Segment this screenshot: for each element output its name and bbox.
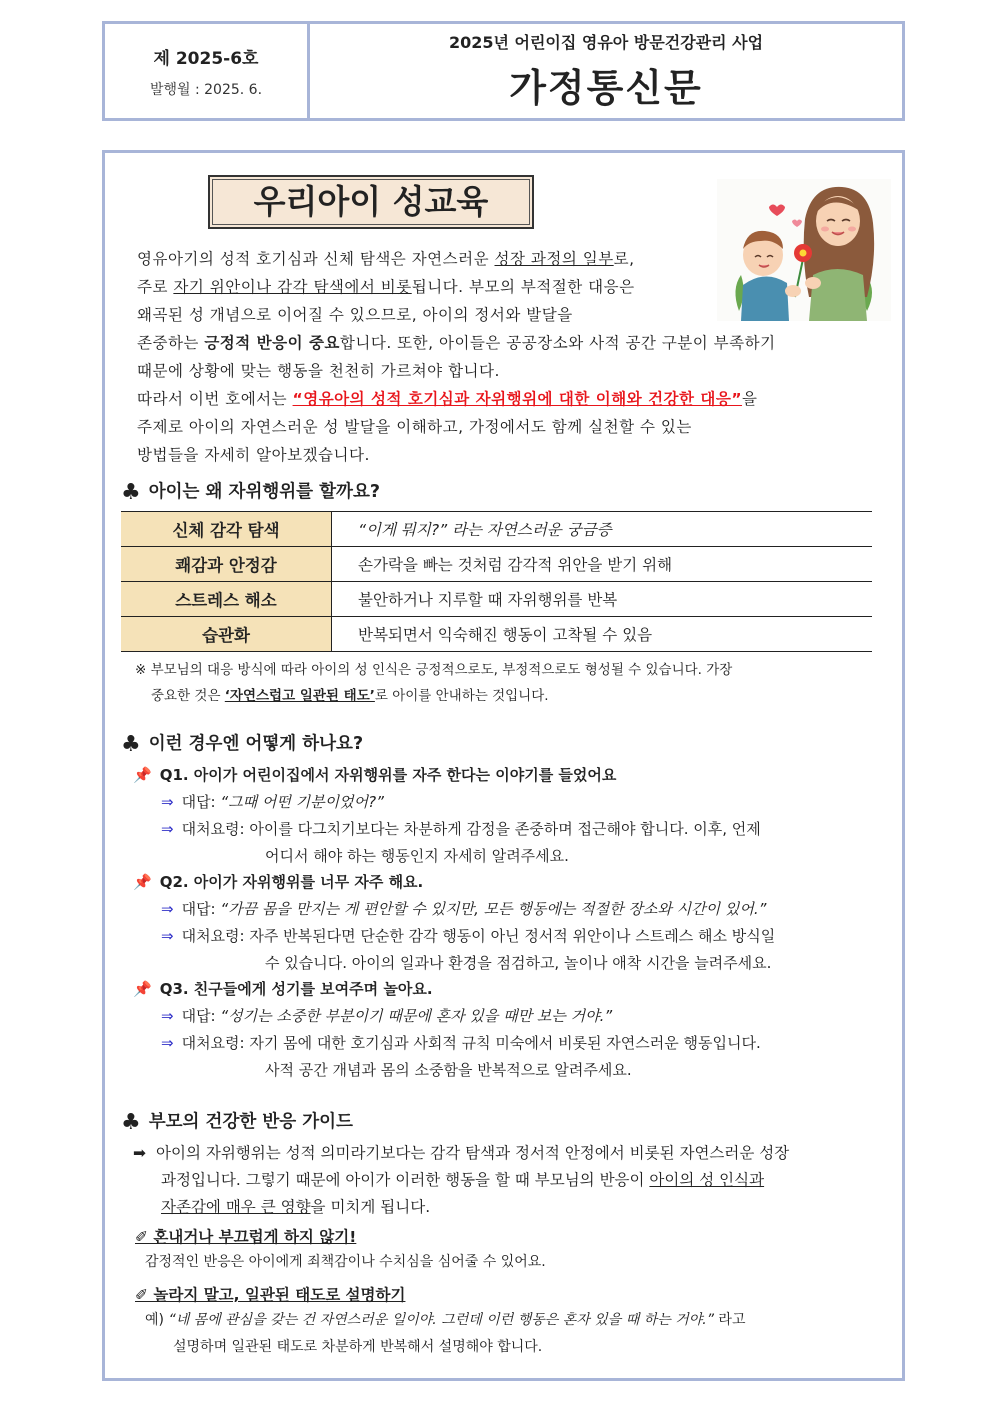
table-value: “이게 뭐지?” 라는 자연스러운 궁금증: [332, 512, 873, 547]
question-text: Q3. 친구들에게 성기를 보여주며 놀아요.: [159, 980, 433, 998]
intro-bold: 긍정적 반응이 중요: [204, 334, 340, 352]
intro-topic-highlight: “영유아의 성적 호기심과 자위행위에 대한 이해와 건강한 대응”: [292, 390, 743, 408]
topic-title: 우리아이 성교육: [253, 182, 489, 221]
check-item-1: ✐ 혼내거나 부끄럽게 하지 않기!: [135, 1228, 357, 1246]
intro-line: 왜곡된 성 개념으로 이어질 수 있으므로, 아이의 정서와 발달을: [137, 306, 573, 324]
table-key: 쾌감과 안정감: [121, 547, 332, 582]
section-heading-cases: [121, 730, 363, 757]
intro-underline: 성장 과정의 일부: [494, 250, 614, 268]
guide-paragraph: [133, 1140, 789, 1221]
table-value: 불안하거나 지루할 때 자위행위를 반복: [332, 582, 873, 617]
answer-label: 대답:: [181, 793, 221, 811]
intro-underline: 자기 위안이나 감각 탐색에서 비롯: [173, 278, 412, 296]
guide-underline: 자존감에 매우 큰 영향: [161, 1198, 311, 1216]
program-name: 2025년 어린이집 영유아 방문건강관리 사업: [448, 33, 764, 52]
issue-box: [105, 24, 310, 118]
check-desc-text: 감정적인 반응은 아이에게 죄책감이나 수치심을 심어줄 수 있어요.: [145, 1254, 546, 1270]
action-text: 수 있습니다. 아이의 일과나 환경을 점검하고, 놀이나 애착 시간을 늘려주세요.: [265, 954, 772, 972]
example-text: 라고: [713, 1312, 746, 1328]
intro-text: 로,: [613, 250, 635, 268]
club-icon: ♣: [121, 732, 141, 757]
answer-label: 대답:: [181, 900, 221, 918]
check-desc-1: [145, 1249, 546, 1276]
example-quote: “네 몸에 관심을 갖는 건 자연스러운 일이야. 그런데 이런 행동은 혼자 있을 때 하는 거야.”: [168, 1312, 714, 1328]
table-key: 스트레스 해소: [121, 582, 332, 617]
arrow-icon: ⇒: [161, 1007, 174, 1025]
section-heading-text: 아이는 왜 자위행위를 할까요?: [148, 482, 381, 502]
section-heading-why: [121, 478, 380, 505]
table-row: [121, 547, 872, 582]
publication-date: 발행월 : 2025. 6.: [149, 81, 263, 98]
arrow-icon: ⇒: [161, 900, 174, 918]
intro-text: 주로: [137, 278, 174, 296]
table-row: [121, 582, 872, 617]
action-text: 자기 몸에 대한 호기심과 사회적 규칙 미숙에서 비롯된 자연스러운 행동입니다.: [249, 1034, 761, 1052]
action-text: 아이를 다그치기보다는 차분하게 감정을 존중하며 접근해야 합니다. 이후, 언제: [249, 820, 761, 838]
answer-text: “그때 어떤 기분이었어?”: [220, 793, 384, 811]
section-heading-text: 부모의 건강한 반응 가이드: [148, 1112, 353, 1132]
guide-text: 아이의 자위행위는 성적 의미라기보다는 감각 탐색과 정서적 안정에서 비롯된 자연스러운 성장: [156, 1144, 790, 1162]
action-text: 자주 반복된다면 단순한 감각 행동이 아닌 정서적 위안이나 스트레스 해소 방식일: [249, 927, 776, 945]
table-key: 습관화: [121, 617, 332, 652]
guide-text: 을 미치게 됩니다.: [310, 1198, 431, 1216]
table-key: 신체 감각 탐색: [121, 512, 332, 547]
qa-block-2: [133, 869, 775, 977]
answer-text: “성기는 소중한 부분이기 때문에 혼자 있을 때만 보는 거야.”: [220, 1007, 613, 1025]
newsletter-header: [102, 21, 905, 121]
pushpin-icon: 📌: [133, 980, 152, 998]
example-text: 설명하며 일관된 태도로 차분하게 반복해서 설명해야 합니다.: [173, 1339, 543, 1355]
answer-text: “가끔 몸을 만지는 게 편안할 수 있지만, 모든 행동에는 적절한 장소와 시간이 있어.”: [220, 900, 767, 918]
guide-text: 과정입니다. 그렇기 때문에 아이가 이러한 행동을 할 때 부모님의 반응이: [161, 1171, 650, 1189]
question-text: Q2. 아이가 자위행위를 너무 자주 해요.: [159, 873, 424, 891]
main-content: [102, 150, 905, 1381]
answer-label: 대답:: [181, 1007, 221, 1025]
table-value: 반복되면서 익숙해진 행동이 고착될 수 있음: [332, 617, 873, 652]
intro-line: 방법들을 자세히 알아보겠습니다.: [137, 446, 370, 464]
intro-line: 주제로 아이의 자연스러운 성 발달을 이해하고, 가정에서도 함께 실천할 수 있는: [137, 418, 692, 436]
action-text: 사적 공간 개념과 몸의 소중함을 반복적으로 알려주세요.: [265, 1061, 632, 1079]
issue-number: 제 2025-6호: [153, 48, 259, 69]
table-row: [121, 617, 872, 652]
pushpin-icon: 📌: [133, 873, 152, 891]
section-heading-guide: [121, 1108, 353, 1135]
club-icon: ♣: [121, 1110, 141, 1135]
intro-line: 때문에 상황에 맞는 행동을 천천히 가르쳐야 합니다.: [137, 362, 500, 380]
note-emphasis: ‘자연스럽고 일관된 태도’: [224, 688, 375, 704]
note-text: 중요한 것은: [151, 688, 225, 704]
section-heading-text: 이런 경우엔 어떻게 하나요?: [148, 734, 364, 754]
action-text: 어디서 해야 하는 행동인지 자세히 알려주세요.: [265, 847, 569, 865]
intro-text: 존중하는: [137, 334, 205, 352]
check-item-2: ✐ 놀라지 말고, 일관된 태도로 설명하기: [135, 1286, 406, 1304]
guide-underline: 아이의 성 인식과: [649, 1171, 765, 1189]
action-label: 대처요령:: [181, 820, 250, 838]
intro-text: 합니다. 또한, 아이들은 공공장소와 사적 공간 구분이 부족하기: [339, 334, 776, 352]
intro-text: 영유아기의 성적 호기심과 신체 탐색은 자연스러운: [137, 250, 495, 268]
intro-text: 을: [742, 390, 758, 408]
arrow-icon: ⇒: [161, 1034, 174, 1052]
example-label: 예): [145, 1312, 169, 1328]
club-icon: ♣: [121, 480, 141, 505]
question-text: Q1. 아이가 어린이집에서 자위행위를 자주 한다는 이야기를 들었어요: [159, 766, 617, 784]
action-label: 대처요령:: [181, 927, 250, 945]
action-label: 대처요령:: [181, 1034, 250, 1052]
note-text: 로 아이를 안내하는 것입니다.: [374, 688, 549, 704]
intro-text: 따라서 이번 호에서는: [137, 390, 293, 408]
intro-text: 됩니다. 부모의 부적절한 대응은: [411, 278, 635, 296]
topic-title-box: [208, 175, 534, 229]
newsletter-title: 가정통신문: [509, 66, 703, 110]
check-desc-2: [145, 1307, 745, 1361]
table-row: [121, 512, 872, 547]
pushpin-icon: 📌: [133, 766, 152, 784]
intro-paragraph: [137, 245, 882, 469]
right-arrow-icon: ➡: [133, 1144, 146, 1162]
arrow-icon: ⇒: [161, 820, 174, 838]
qa-block-1: [133, 762, 761, 870]
arrow-icon: ⇒: [161, 927, 174, 945]
reasons-table: [121, 511, 872, 652]
arrow-icon: ⇒: [161, 793, 174, 811]
note-line: ※ 부모님의 대응 방식에 따라 아이의 성 인식은 긍정적으로도, 부정적으로도 형성될 수 있습니다. 가장: [135, 662, 733, 678]
title-area: [310, 24, 902, 118]
table-value: 손가락을 빠는 것처럼 감각적 위안을 받기 위해: [332, 547, 873, 582]
table-note: [135, 657, 732, 709]
qa-block-3: [133, 976, 761, 1084]
